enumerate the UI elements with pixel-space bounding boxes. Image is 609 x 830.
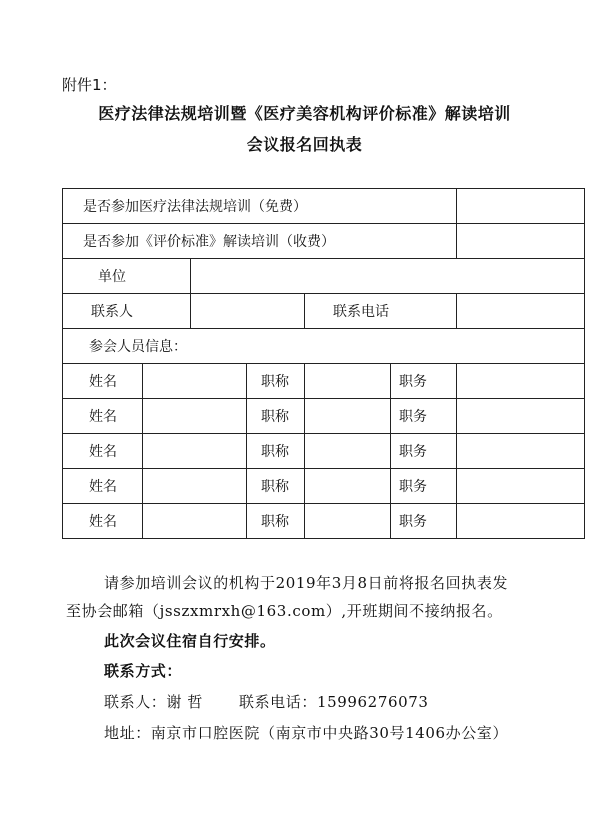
- attendee-title-cell[interactable]: [305, 434, 391, 469]
- attendee-row: [63, 364, 585, 399]
- contact-person-value-cell[interactable]: [191, 294, 305, 329]
- attendee-position-label: 职务: [391, 434, 457, 469]
- attendee-position-cell[interactable]: [457, 469, 585, 504]
- attendee-title-cell[interactable]: [305, 504, 391, 539]
- attendee-row: [63, 399, 585, 434]
- attendee-row: [63, 504, 585, 539]
- standard-training-question: 是否参加《评价标准》解读培训（收费）: [63, 224, 457, 259]
- attendee-name-label: 姓名: [63, 469, 143, 504]
- attendee-title-label: 职称: [247, 504, 305, 539]
- attendee-title-label: 职称: [247, 399, 305, 434]
- contact-person: 联系人：谢 哲: [104, 693, 203, 711]
- attendee-position-label: 职务: [391, 399, 457, 434]
- form-row-attendees-heading: [63, 329, 585, 364]
- contact-phone: 联系电话：15996276073: [238, 693, 429, 711]
- contact-phone-label: 联系电话: [305, 294, 457, 329]
- notice-line-2: 至协会邮箱（jsszxmrxh@163.com）,开班期间不接纳报名。: [66, 602, 503, 620]
- document-title: 医疗法律法规培训暨《医疗美容机构评价标准》解读培训: [98, 104, 511, 123]
- form-row-unit: [63, 259, 585, 294]
- attendee-row: [63, 469, 585, 504]
- attendee-position-cell[interactable]: [457, 364, 585, 399]
- address-line: 地址：南京市口腔医院（南京市中央路30号1406办公室）: [104, 724, 509, 742]
- form-row-contact: [63, 294, 585, 329]
- attendee-name-cell[interactable]: [143, 469, 247, 504]
- attendee-name-cell[interactable]: [143, 364, 247, 399]
- attendee-position-cell[interactable]: [457, 434, 585, 469]
- attendee-title-cell[interactable]: [305, 364, 391, 399]
- attendee-position-cell[interactable]: [457, 399, 585, 434]
- attendee-name-cell[interactable]: [143, 399, 247, 434]
- attendee-title-cell[interactable]: [305, 469, 391, 504]
- contact-person-label: 联系人: [63, 294, 191, 329]
- unit-value-cell[interactable]: [191, 259, 585, 294]
- contact-heading: 联系方式：: [104, 662, 183, 680]
- notice-line-1: 请参加培训会议的机构于2019年3月8日前将报名回执表发: [104, 574, 509, 592]
- legal-training-answer-cell[interactable]: [457, 189, 585, 224]
- attendee-name-label: 姓名: [63, 434, 143, 469]
- attendee-position-label: 职务: [391, 364, 457, 399]
- contact-line: [104, 691, 429, 712]
- attendee-title-label: 职称: [247, 434, 305, 469]
- document-subtitle: 会议报名回执表: [246, 135, 363, 154]
- attendee-position-label: 职务: [391, 504, 457, 539]
- accommodation-note: 此次会议住宿自行安排。: [104, 632, 276, 650]
- attendee-name-cell[interactable]: [143, 434, 247, 469]
- contact-phone-value-cell[interactable]: [457, 294, 585, 329]
- attendee-name-label: 姓名: [63, 364, 143, 399]
- attendee-title-label: 职称: [247, 364, 305, 399]
- unit-label: 单位: [63, 259, 191, 294]
- attendee-position-label: 职务: [391, 469, 457, 504]
- legal-training-question: 是否参加医疗法律法规培训（免费）: [63, 189, 457, 224]
- registration-form-table: [62, 188, 585, 539]
- attendee-name-cell[interactable]: [143, 504, 247, 539]
- attendee-name-label: 姓名: [63, 504, 143, 539]
- attendee-row: [63, 434, 585, 469]
- attendee-title-cell[interactable]: [305, 399, 391, 434]
- attachment-label: 附件1：: [62, 76, 117, 94]
- attendee-title-label: 职称: [247, 469, 305, 504]
- standard-training-answer-cell[interactable]: [457, 224, 585, 259]
- attendee-position-cell[interactable]: [457, 504, 585, 539]
- attendee-name-label: 姓名: [63, 399, 143, 434]
- form-row-standard-training: [63, 224, 585, 259]
- attendees-heading: 参会人员信息：: [63, 329, 585, 364]
- form-row-legal-training: [63, 189, 585, 224]
